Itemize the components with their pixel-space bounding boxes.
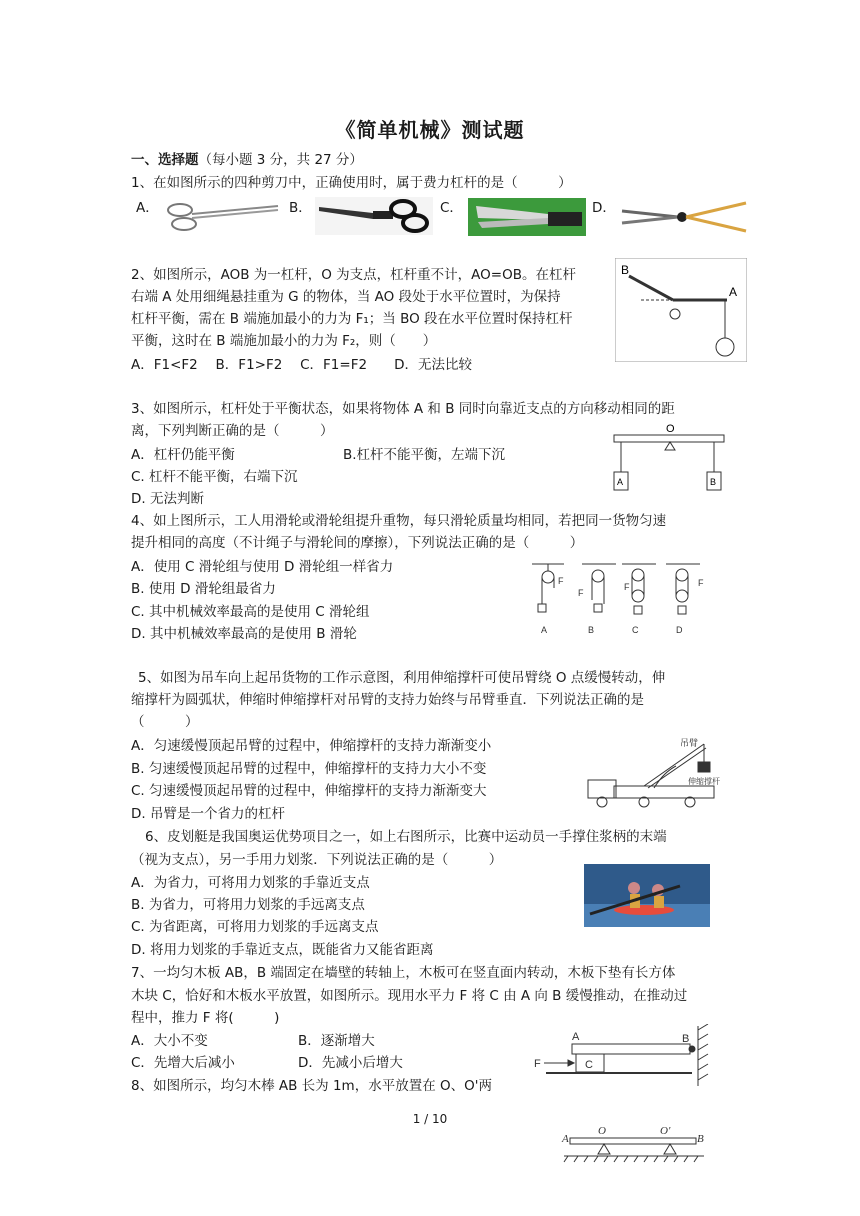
q8-rod-diagram [560, 1124, 710, 1172]
q2-label-a: A [729, 285, 738, 299]
q5-option-a: A．匀速缓慢顶起吊臂的过程中，伸缩撑杆的支持力渐渐变小 [131, 738, 492, 754]
q5-label-arm: 吊臂 [680, 738, 699, 748]
q3-option-a: A．杠杆仍能平衡 [131, 447, 235, 463]
q1-label-c: C． [440, 200, 463, 216]
q5-option-d: D. 吊臂是一个省力的杠杆 [131, 806, 285, 822]
q3-label-o: O [666, 423, 675, 435]
q6-option-d: D. 将用力划浆的手靠近支点，既能省力又能省距离 [131, 942, 434, 958]
q7-label-a: A [572, 1031, 580, 1043]
q7-line-3: 程中，推力 F 将( ) [131, 1010, 280, 1026]
page-number: 1 / 10 [412, 1112, 448, 1126]
q6-option-b: B. 为省力，可将用力划浆的手远离支点 [131, 897, 365, 913]
q5-crane-diagram [584, 736, 734, 810]
section-note: （每小题 3 分，共 27 分） [198, 152, 363, 168]
q1-label-b: B． [289, 200, 312, 216]
scissors-a-image [162, 196, 282, 236]
q4-option-b: B. 使用 D 滑轮组最省力 [131, 581, 276, 597]
q4-force-d: F [698, 578, 704, 588]
q4-option-c: C. 其中机械效率最高的是使用 C 滑轮组 [131, 604, 370, 620]
q6-line-1: 6、皮划艇是我国奥运优势项目之一，如上右图所示，比赛中运动员一手撑住浆柄的末端 [145, 829, 667, 845]
q2-line-3: 杠杆平衡，需在 B 端施加最小的力为 F₁；当 BO 段在水平位置时保持杠杆 [131, 311, 573, 327]
q7-option-d: D．先减小后增大 [298, 1055, 403, 1071]
q4-pulley-diagram [526, 560, 712, 640]
q7-line-2: 木块 C，恰好和木板水平放置，如图所示。现用水平力 F 将 C 由 A 向 B 缓慢推动，在推动过 [131, 988, 688, 1004]
q3-label-b: B [710, 477, 717, 487]
q4-option-a: A．使用 C 滑轮组与使用 D 滑轮组一样省力 [131, 559, 394, 575]
q1-label-a: A． [136, 200, 159, 216]
q3-option-b: B.杠杆不能平衡，左端下沉 [343, 447, 506, 463]
q3-option-c: C. 杠杆不能平衡，右端下沉 [131, 469, 298, 485]
q7-option-b: B．逐渐增大 [298, 1033, 375, 1049]
q4-label-c: C [632, 625, 639, 635]
q1-stem: 1、在如图所示的四种剪刀中，正确使用时，属于费力杠杆的是（ ） [131, 175, 572, 191]
q4-option-d: D. 其中机械效率最高的是使用 B 滑轮 [131, 626, 357, 642]
q5-line-1: 5、如图为吊车向上起吊货物的工作示意图，利用伸缩撑杆可使吊臂绕 O 点缓慢转动，伸 [138, 670, 666, 686]
q4-force-c: F [624, 582, 630, 592]
q6-kayak-photo [584, 864, 710, 927]
scissors-b-image [315, 197, 433, 235]
q6-option-a: A．为省力，可将用力划浆的手靠近支点 [131, 875, 370, 891]
q6-line-2: （视为支点），另一手用力划浆．下列说法正确的是（ ） [131, 852, 503, 868]
q5-label-strut: 伸缩撑杆 [688, 777, 720, 786]
section-heading [131, 152, 363, 169]
q8-label-o-prime: O' [660, 1125, 671, 1137]
q3-label-a: A [617, 477, 624, 487]
q2-line-2: 右端 A 处用细绳悬挂重为 G 的物体，当 AO 段处于水平位置时，为保持 [131, 289, 561, 305]
q4-line-1: 4、如上图所示，工人用滑轮或滑轮组提升重物，每只滑轮质量均相同，若把同一货物匀速 [131, 513, 667, 529]
q8-stem: 8、如图所示，均匀木棒 AB 长为 1m，水平放置在 O、O'两 [131, 1078, 492, 1094]
page-title: 《简单机械》测试题 [335, 118, 525, 142]
q2-label-b: B [621, 263, 630, 277]
q7-label-f: F [534, 1058, 541, 1070]
q4-label-d: D [676, 625, 683, 635]
q3-option-d: D. 无法判断 [131, 491, 204, 507]
q2-line-4: 平衡，这时在 B 端施加最小的力为 F₂，则（ ） [131, 333, 437, 349]
q7-option-c: C．先增大后减小 [131, 1055, 235, 1071]
scissors-d-image [620, 199, 748, 235]
q2-line-1: 2、如图所示，AOB 为一杠杆，O 为支点，杠杆重不计，AO=OB。在杠杆 [131, 267, 577, 283]
q4-label-b: B [588, 625, 595, 635]
q5-option-b: B. 匀速缓慢顶起吊臂的过程中，伸缩撑杆的支持力大小不变 [131, 761, 487, 777]
scissors-c-image [468, 198, 586, 236]
q4-label-a: A [541, 625, 548, 635]
q4-line-2: 提升相同的高度（不计绳子与滑轮间的摩擦），下列说法正确的是（ ） [131, 535, 584, 551]
q5-line-3: （ ） [131, 714, 199, 730]
q3-line-2: 离，下列判断正确的是（ ） [131, 423, 334, 439]
q7-label-c: C [585, 1059, 593, 1071]
q8-label-a: A [562, 1133, 569, 1145]
q8-label-o: O [598, 1125, 606, 1137]
q2-lever-diagram [615, 258, 747, 362]
q4-force-a: F [558, 576, 564, 586]
q7-label-b: B [682, 1033, 690, 1045]
q1-label-d: D． [592, 200, 616, 216]
q7-line-1: 7、一均匀木板 AB，B 端固定在墙壁的转轴上，木板可在竖直面内转动，木板下垫有长方体 [131, 965, 676, 981]
q3-line-1: 3、如图所示，杠杆处于平衡状态，如果将物体 A 和 B 同时向靠近支点的方向移动相同的距 [131, 401, 675, 417]
section-title: 一、选择题 [131, 152, 199, 168]
q5-option-c: C. 匀速缓慢顶起吊臂的过程中，伸缩撑杆的支持力渐渐变大 [131, 783, 487, 799]
q3-lever-diagram [610, 422, 728, 498]
q7-board-diagram [532, 1024, 716, 1090]
q8-label-b: B [697, 1133, 704, 1145]
q7-option-a: A．大小不变 [131, 1033, 208, 1049]
q4-force-b: F [578, 588, 584, 598]
q6-option-c: C. 为省距离，可将用力划浆的手远离支点 [131, 919, 379, 935]
q5-line-2: 缩撑杆为圆弧状，伸缩时伸缩撑杆对吊臂的支持力始终与吊臂垂直．下列说法正确的是 [131, 692, 644, 708]
q2-options: A．F1<F2 B．F1>F2 C．F1=F2 D．无法比较 [131, 357, 472, 373]
